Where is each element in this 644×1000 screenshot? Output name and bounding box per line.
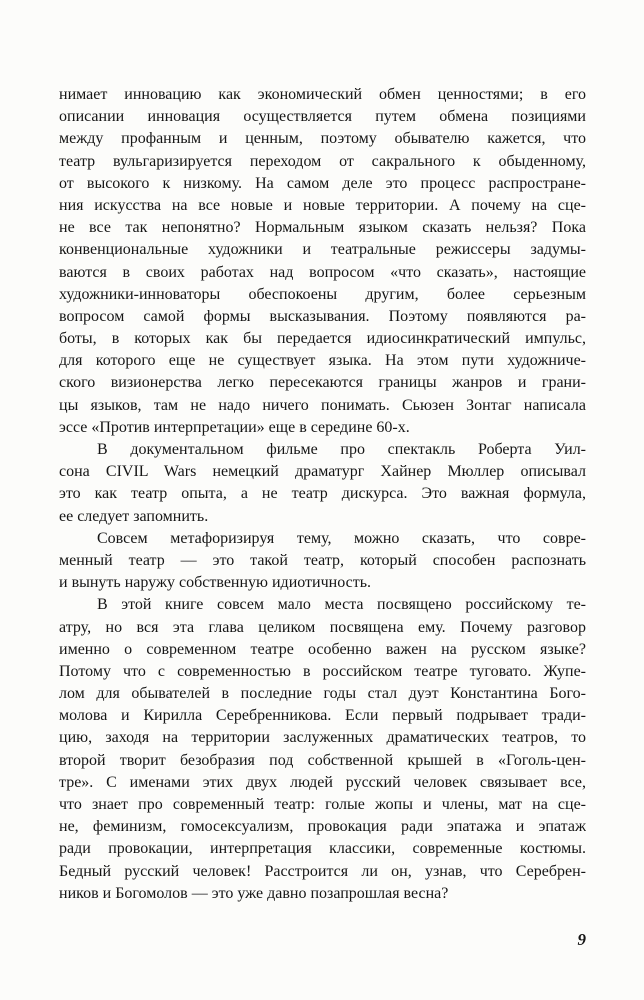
text-line: описании инновация осуществляется путем обмена позициями — [59, 108, 586, 126]
paragraph — [59, 594, 586, 905]
text-line: Совсем метафоризируя тему, можно сказать, что совре- — [97, 529, 586, 547]
text-line: ради провокации, интерпретация классики, современные костюмы. — [59, 840, 586, 858]
text-line: что знает про современный театр: голые жопы и члены, мат на сце- — [59, 796, 586, 813]
text-line: между профанным и ценным, поэтому обывателю кажется, что — [59, 130, 586, 148]
text-line: ее следует запомнить. — [59, 507, 209, 525]
text-line: художники-инноваторы обеспокоены другим, более серьезным — [59, 285, 586, 303]
paragraph — [59, 439, 586, 528]
text-line: ния искусства на все новые и новые территории. А почему на сце- — [59, 196, 586, 214]
text-line: не все так непонятно? Нормальным языком сказать нельзя? Пока — [59, 219, 586, 237]
text-line: от высокого к низкому. На самом деле это процесс распростране- — [59, 174, 586, 192]
text-line: эссе «Против интерпретации» еще в середине 60-х. — [59, 418, 410, 436]
text-line: вопросом самой формы высказывания. Поэтому появляются ра- — [59, 307, 586, 325]
text-line: цию, заходя на территории заслуженных драматических театров, то — [59, 729, 586, 747]
text-line: театр вульгаризируется переходом от сакрального к обыденному, — [59, 152, 586, 170]
text-line: ников и Богомолов — это уже давно позапрошлая весна? — [59, 884, 449, 902]
page-number: 9 — [577, 930, 586, 949]
text-line: молова и Кирилла Серебренникова. Если первый подрывает тради- — [59, 707, 586, 725]
text-block — [59, 84, 586, 905]
text-line: ваются в своих работах над вопросом «что сказать», настоящие — [59, 263, 586, 281]
text-line: это как театр опыта, а не театр дискурса. Это важная формула, — [59, 485, 586, 503]
text-line: нимает инновацию как экономический обмен ценностями; в его — [59, 86, 586, 103]
text-line: тре». С именами этих двух людей русский человек связывает все, — [59, 773, 586, 791]
text-line: атру, но вся эта глава целиком посвящена ему. Почему разговор — [59, 618, 586, 636]
text-line: цы языков, там не надо ничего понимать. Сьюзен Зонтаг написала — [59, 396, 586, 414]
text-line: Потому что с современностью в российском театре туговато. Жупе- — [59, 662, 586, 680]
text-line: лом для обывателей в последние годы стал дуэт Константина Бого- — [59, 685, 586, 703]
text-line: именно о современном театре особенно важен на русском языке? — [59, 640, 586, 658]
text-line: В документальном фильме про спектакль Роберта Уил- — [97, 441, 586, 458]
text-line: ского визионерства легко пересекаются границы жанров и грани- — [59, 374, 586, 392]
text-line: и вынуть наружу собственную идиотичность. — [59, 574, 371, 592]
text-line: конвенциональные художники и театральные режиссеры задумы- — [59, 241, 586, 259]
text-line: боты, в которых как бы передается идиосинкратический импульс, — [59, 330, 586, 348]
text-line: не, феминизм, гомосексуализм, провокация ради эпатажа и эпатаж — [59, 818, 586, 836]
text-line: Бедный русский человек! Расстроится ли он, узнав, что Серебрен- — [59, 862, 586, 880]
text-line: менный театр — это такой театр, который способен распознать — [59, 551, 586, 569]
text-line: В этой книге совсем мало места посвящено российскому те- — [97, 596, 586, 614]
paragraph — [59, 84, 586, 439]
text-line: второй творит безобразия под собственной крышей в «Гоголь-цен- — [59, 751, 586, 769]
paragraph — [59, 528, 586, 595]
text-line: сона CIVIL Wars немецкий драматург Хайнер Мюллер описывал — [59, 463, 586, 481]
text-line: для которого еще не существует языка. На этом пути художниче- — [59, 352, 586, 370]
